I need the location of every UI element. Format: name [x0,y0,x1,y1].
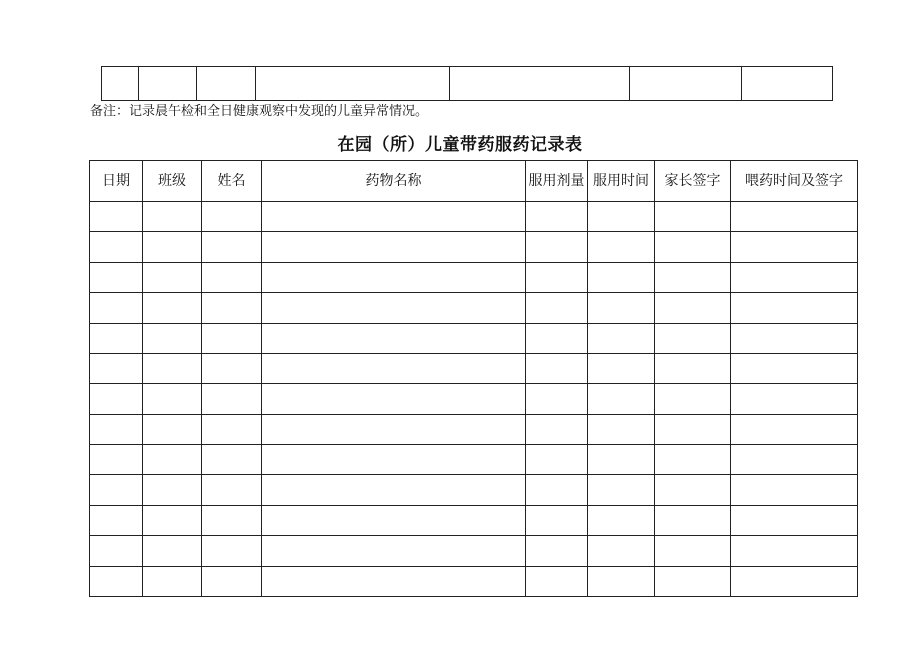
table-cell[interactable] [202,475,262,505]
table-cell[interactable] [262,505,526,535]
table-cell[interactable] [90,505,143,535]
table-cell[interactable] [90,262,143,292]
table-cell[interactable] [655,566,731,597]
remark-note: 备注：记录晨午检和全日健康观察中发现的儿童异常情况。 [90,104,429,119]
table-cell[interactable] [102,67,139,101]
table-cell[interactable] [588,566,655,597]
header-date: 日期 [90,161,143,202]
table-cell[interactable] [655,202,731,232]
table-cell[interactable] [143,384,202,414]
table-cell[interactable] [588,505,655,535]
table-cell[interactable] [526,536,588,566]
table-cell[interactable] [202,262,262,292]
table-row [90,293,858,323]
table-cell[interactable] [655,475,731,505]
table-cell[interactable] [143,566,202,597]
table-cell[interactable] [526,566,588,597]
table-cell[interactable] [655,262,731,292]
table-cell[interactable] [731,475,858,505]
previous-record-table [101,66,833,101]
table-cell[interactable] [262,536,526,566]
table-cell[interactable] [90,566,143,597]
table-cell[interactable] [143,536,202,566]
table-row [90,505,858,535]
table-cell[interactable] [143,414,202,444]
table-cell[interactable] [526,353,588,383]
table-cell[interactable] [630,67,742,101]
header-name: 姓名 [202,161,262,202]
header-row [90,161,858,202]
header-parent-signature: 家长签字 [655,161,731,202]
header-dose: 服用剂量 [526,161,588,202]
table-cell[interactable] [588,353,655,383]
table-cell[interactable] [731,566,858,597]
page-title: 在园（所）儿童带药服药记录表 [337,135,583,155]
table-cell[interactable] [588,293,655,323]
table-cell[interactable] [143,232,202,262]
table-cell[interactable] [655,445,731,475]
table-cell[interactable] [262,414,526,444]
table-cell[interactable] [588,202,655,232]
table-cell[interactable] [90,323,143,353]
table-cell[interactable] [143,262,202,292]
table-cell[interactable] [731,202,858,232]
table-cell[interactable] [202,323,262,353]
table-cell[interactable] [139,67,197,101]
table-cell[interactable] [262,293,526,323]
table-row [90,323,858,353]
table-cell[interactable] [526,293,588,323]
table-row [90,353,858,383]
table-cell[interactable] [202,232,262,262]
table-cell[interactable] [197,67,256,101]
table-row [90,384,858,414]
table-cell[interactable] [526,384,588,414]
table-cell[interactable] [262,566,526,597]
table-cell[interactable] [588,262,655,292]
table-cell[interactable] [90,445,143,475]
table-row [90,414,858,444]
table-cell[interactable] [262,202,526,232]
table-row [90,475,858,505]
table-cell[interactable] [90,232,143,262]
table-cell[interactable] [262,323,526,353]
table-cell[interactable] [731,232,858,262]
table-cell[interactable] [143,293,202,323]
table-cell[interactable] [262,475,526,505]
table-cell[interactable] [588,232,655,262]
table-cell[interactable] [202,384,262,414]
table-cell[interactable] [143,323,202,353]
table-cell[interactable] [90,293,143,323]
table-cell[interactable] [202,414,262,444]
table-cell[interactable] [526,323,588,353]
table-cell[interactable] [90,475,143,505]
table-cell[interactable] [655,353,731,383]
table-cell[interactable] [90,414,143,444]
table-row [90,262,858,292]
table-cell[interactable] [526,414,588,444]
table-cell[interactable] [655,293,731,323]
table-cell[interactable] [143,202,202,232]
table-cell[interactable] [202,293,262,323]
table-row [90,232,858,262]
table-cell[interactable] [655,505,731,535]
table-cell[interactable] [256,67,450,101]
table-cell[interactable] [655,536,731,566]
table-cell[interactable] [526,445,588,475]
table-cell[interactable] [526,232,588,262]
table-cell[interactable] [588,323,655,353]
header-time: 服用时间 [588,161,655,202]
table-cell[interactable] [526,262,588,292]
table-cell[interactable] [450,67,630,101]
table-cell[interactable] [143,505,202,535]
table-cell[interactable] [731,262,858,292]
table-cell[interactable] [731,384,858,414]
table-cell[interactable] [731,445,858,475]
table-cell[interactable] [731,414,858,444]
table-cell[interactable] [588,384,655,414]
table-cell[interactable] [143,475,202,505]
medication-record-table [89,160,858,597]
table-cell[interactable] [202,505,262,535]
header-medicine-name: 药物名称 [262,161,526,202]
table-cell[interactable] [526,202,588,232]
table-cell[interactable] [655,323,731,353]
table-cell[interactable] [202,202,262,232]
table-cell[interactable] [588,414,655,444]
table-cell[interactable] [202,566,262,597]
table-row [102,67,833,101]
table-row [90,445,858,475]
table-cell[interactable] [202,445,262,475]
table-cell[interactable] [90,353,143,383]
table-cell[interactable] [262,232,526,262]
table-cell[interactable] [731,323,858,353]
table-cell[interactable] [588,475,655,505]
table-cell[interactable] [143,445,202,475]
table-cell[interactable] [742,67,833,101]
table-cell[interactable] [202,353,262,383]
table-cell[interactable] [731,536,858,566]
table-cell[interactable] [588,445,655,475]
table-cell[interactable] [90,384,143,414]
table-row [90,202,858,232]
header-class: 班级 [143,161,202,202]
table-cell[interactable] [262,445,526,475]
table-row [90,566,858,597]
table-row [90,536,858,566]
table-cell[interactable] [588,536,655,566]
table-cell[interactable] [731,505,858,535]
table-cell[interactable] [526,475,588,505]
table-cell[interactable] [262,384,526,414]
table-cell[interactable] [655,232,731,262]
table-cell[interactable] [655,384,731,414]
table-cell[interactable] [90,536,143,566]
table-cell[interactable] [731,293,858,323]
table-cell[interactable] [262,353,526,383]
table-body [90,202,858,597]
table-cell[interactable] [143,353,202,383]
header-feeding-time-signature: 喂药时间及签字 [731,161,858,202]
table-cell[interactable] [731,353,858,383]
table-cell[interactable] [90,202,143,232]
table-cell[interactable] [655,414,731,444]
table-cell[interactable] [202,536,262,566]
table-cell[interactable] [262,262,526,292]
table-cell[interactable] [526,505,588,535]
